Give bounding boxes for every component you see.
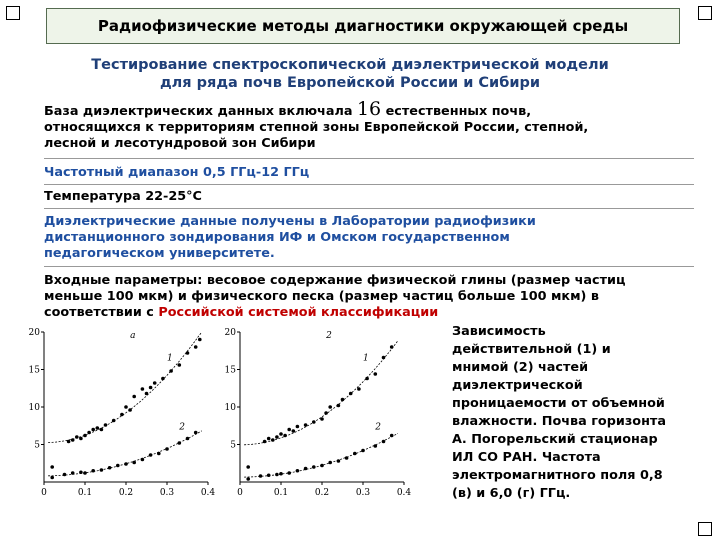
series-2-point [337,459,341,463]
series-1-point [161,377,165,381]
series-2-point [178,441,182,445]
series-1-point [382,356,386,360]
series-1-point [198,338,202,342]
y-tick-label: 10 [224,403,236,413]
series-1-point [365,377,369,381]
series-2-point [328,461,332,465]
x-tick-label: 0.4 [200,488,216,498]
curve-label: 1 [167,353,173,364]
y-tick-label: 15 [28,365,40,376]
series-1-point [194,345,198,349]
series-1-point [246,465,250,469]
series-2-point [108,466,112,470]
y-tick-label: 20 [28,328,40,338]
series-2-point [345,456,349,460]
slide-title [46,8,680,44]
series-1-point [120,413,124,417]
input-line-3-prefix: соответствии с [44,305,154,320]
series-1-point [337,404,341,408]
chart-panel-g [224,324,416,500]
series-1-point [178,363,182,367]
series-1-point [304,423,308,427]
series-2-point [91,469,95,473]
x-tick-label: 0.1 [77,488,93,498]
base-line-1 [44,98,694,120]
series-1-point [390,345,394,349]
series-1-point [186,351,190,355]
caption-line: А. Погорельский стационар [452,432,658,447]
series-2-point [116,464,120,468]
series-2-point [141,458,145,462]
series-1-point [283,434,287,438]
chart-panel-v [28,324,220,500]
caption-line: действительной (1) и [452,342,611,357]
series-1-point [324,411,328,415]
frequency-range: Частотный диапазон 0,5 ГГц-12 ГГц [44,165,310,180]
series-1-point [124,405,128,409]
series-2-point [259,474,263,478]
lab-line-2: дистанционного зондирования ИФ и Омском государственном [44,230,510,245]
series-1-point [357,387,361,391]
x-tick-label: 0.3 [159,488,175,498]
russian-classification-link: Российской системой классификации [158,305,439,320]
series-2-point [149,453,153,457]
series-2-point [304,467,308,471]
series-1-point [50,465,54,469]
corner-square-bottom-right [698,522,712,536]
y-tick-label: 10 [28,403,40,413]
series-2-point [296,469,300,473]
series-1-point [112,419,116,423]
subtitle-line-2: для ряда почв Европейской России и Сибири [159,75,541,91]
series-2-point [132,461,136,465]
series-2-point [267,473,271,477]
caption-line: электромагнитного поля 0,8 [452,468,663,483]
series-1-point [83,434,87,438]
series-2-trend [244,433,398,477]
input-paragraph [44,273,694,321]
divider [44,208,694,209]
series-2-point [79,470,83,474]
base-paragraph [44,98,694,152]
input-line-1: Входные параметры: весовое содержание физической глины (размер частиц [44,273,626,288]
series-1-point [145,392,149,396]
series-1-point [67,440,71,444]
lab-line-3: педагогическом университете. [44,246,275,261]
series-2-point [390,434,394,438]
series-1-point [267,437,271,441]
series-2-point [63,473,67,477]
series-1-point [292,429,296,433]
x-tick-label: 0.1 [273,488,289,498]
caption-line: (в) и 6,0 (г) ГГц. [452,486,571,501]
series-1-point [263,440,267,444]
series-1-point [275,435,279,439]
series-1-point [91,428,95,432]
slide-title-text: Радиофизические методы диагностики окружающей среды [97,17,629,35]
series-2-point [246,477,250,481]
x-tick-label: 0 [237,488,243,498]
x-tick-label: 0.2 [118,488,134,498]
series-1-point [128,408,132,412]
series-1-point [296,425,300,429]
series-2-point [194,431,198,435]
x-tick-label: 0 [41,488,47,498]
figure-caption [452,323,690,503]
series-1-point [100,428,104,432]
caption-line: влажности. Почва горизонта [452,414,666,429]
series-2-point [361,449,365,453]
base-count: 16 [356,98,382,120]
caption-line: мнимой (2) частей [452,360,589,375]
input-line-3 [44,305,694,321]
divider [44,184,694,185]
series-1-point [271,438,275,442]
y-tick-label: 5 [34,440,40,451]
series-1-point [320,417,324,421]
curve-label: 2 [326,331,332,341]
series-1-point [75,435,79,439]
x-tick-label: 0.4 [396,488,412,498]
base-prefix: База диэлектрических данных включала [44,104,353,119]
series-2-trend [48,431,202,476]
series-2-point [312,465,316,469]
y-tick-label: 5 [230,440,236,451]
series-1-point [104,423,108,427]
caption-line: проницаемости от объемной [452,396,665,411]
series-1-point [96,426,100,430]
curve-label: 2 [375,422,382,433]
series-2-point [165,447,169,451]
series-1-point [149,386,153,390]
curve-label: 1 [363,353,369,364]
curve-label: 2 [179,422,186,433]
base-line-2: относящихся к территориям степной зоны Европейской России, степной, [44,120,589,135]
series-1-point [374,372,378,376]
y-tick-label: 20 [224,328,236,338]
series-2-point [83,471,87,475]
series-2-point [374,444,378,448]
input-line-2: меньше 100 мкм) и физического песка (размер частиц больше 100 мкм) в [44,289,599,304]
series-1-point [328,405,332,409]
series-2-point [287,471,291,475]
series-2-point [382,440,386,444]
series-1-point [153,381,157,385]
series-2-point [275,473,279,477]
series-1-point [141,387,145,391]
series-1-point [287,428,291,432]
corner-square-top-left [6,6,20,20]
series-2-point [157,452,161,456]
divider [44,158,694,159]
series-1-point [349,392,353,396]
divider [44,266,694,267]
base-line-3: лесной и лесотундровой зон Сибири [44,136,316,151]
x-tick-label: 0.2 [314,488,330,498]
series-1-point [79,437,83,441]
series-1-point [132,395,136,399]
curve-label: a [130,331,136,341]
lab-line-1: Диэлектрические данные получены в Лаборатории радиофизики [44,214,536,229]
series-1-point [341,398,345,402]
series-2-point [186,437,190,441]
lab-paragraph [44,214,694,262]
subtitle-line-1: Тестирование спектроскопической диэлектрической модели [91,57,609,73]
series-1-point [279,432,283,436]
y-tick-label: 15 [224,365,236,376]
base-suffix: естественных почв, [385,104,532,119]
series-2-point [100,468,104,472]
series-2-point [279,472,283,476]
caption-line: ИЛ СО РАН. Частота [452,450,601,465]
corner-square-top-right [698,6,712,20]
series-1-point [169,369,173,373]
series-2-point [320,464,324,468]
temperature: Температура 22-25°С [44,189,202,204]
caption-line: диэлектрической [452,378,583,393]
series-2-point [71,471,75,475]
series-2-point [50,476,54,480]
caption-line: Зависимость [452,324,546,339]
series-1-point [312,420,316,424]
series-2-point [124,462,128,466]
x-tick-label: 0.3 [355,488,371,498]
series-2-point [353,452,357,456]
series-1-point [87,431,91,435]
series-1-point [71,438,75,442]
